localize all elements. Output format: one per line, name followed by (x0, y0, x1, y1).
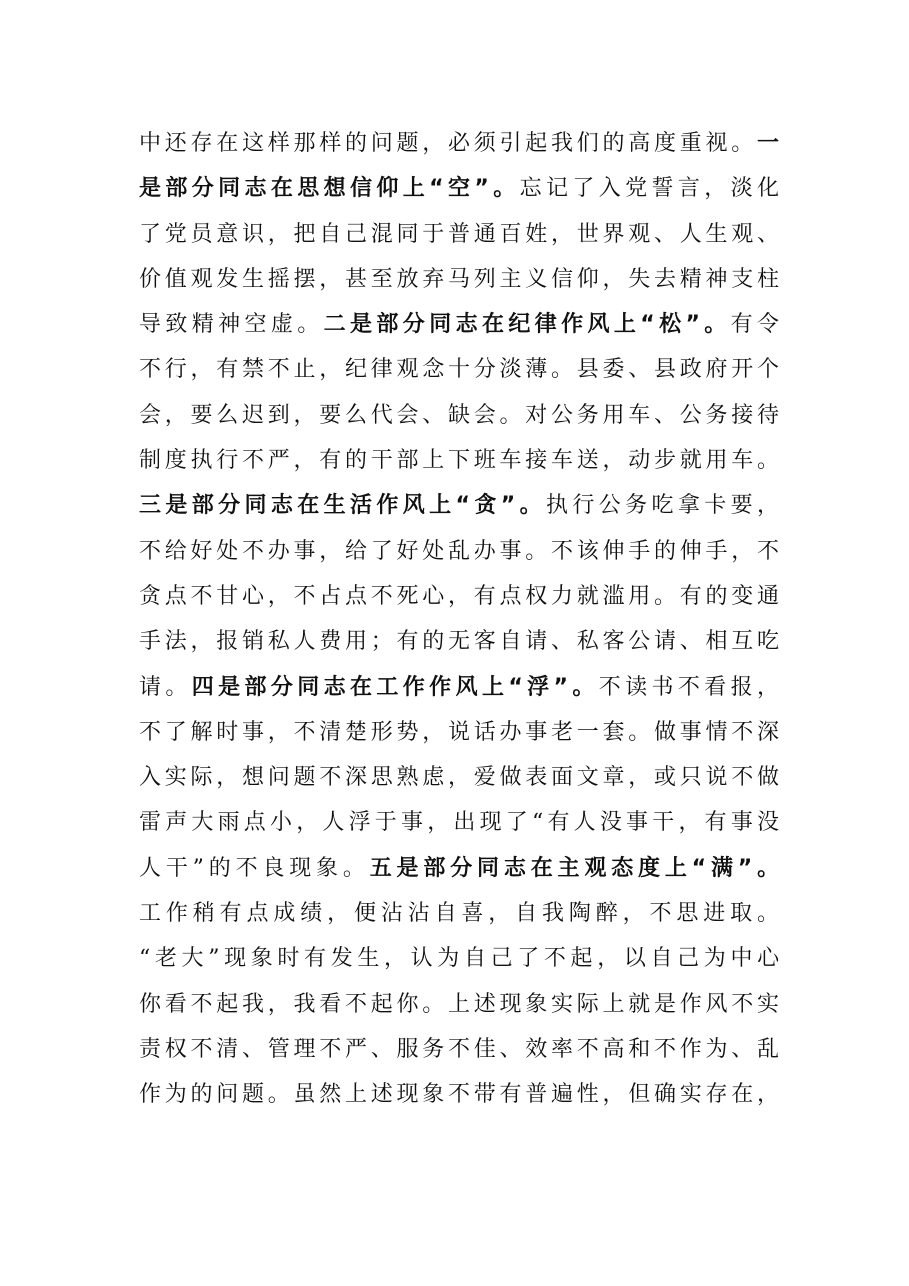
text-line (139, 529, 783, 574)
text-run: 执行公务吃拿卡要， (546, 493, 784, 519)
text-run: 有令 (730, 312, 784, 338)
text-run: 忘记了入党誓言，淡化 (519, 176, 784, 202)
text-run: 不给好处不办事，给了好处乱办事。不该伸手的伸手，不 (139, 538, 783, 564)
text-line (139, 212, 783, 257)
text-line (139, 982, 783, 1027)
bold-heading-run: 是部分同志在思想信仰上“空”。 (139, 176, 520, 202)
text-line (139, 257, 783, 302)
text-run: 入实际，想问题不深思熟虑，爱做表面文章，或只说不做 (139, 765, 783, 791)
text-line (139, 121, 783, 166)
text-line (139, 800, 784, 845)
text-line (139, 665, 784, 710)
text-run: 不读书不看报， (598, 674, 784, 700)
text-line (139, 936, 784, 981)
bold-heading-run: 五是部分同志在主观态度上“满”。 (369, 855, 784, 881)
text-run: 会，要么迟到，要么代会、缺会。对公务用车、公务接待 (139, 402, 783, 428)
text-line (139, 166, 784, 211)
text-run: 价值观发生摇摆，甚至放弃马列主义信仰，失去精神支柱 (139, 266, 783, 292)
text-run: 人干”的不良现象。 (139, 855, 370, 881)
text-line (139, 1072, 783, 1117)
text-line (139, 574, 783, 619)
text-line (139, 438, 783, 483)
text-run: 不行，有禁不止，纪律观念十分淡薄。县委、县政府开个 (139, 357, 783, 383)
bold-heading-run: 二是部分同志在纪律作风上“松”。 (323, 312, 731, 338)
text-run: 贪点不甘心，不占点不死心，有点权力就滥用。有的变通 (139, 583, 783, 609)
bold-heading-run: 三是部分同志在生活作风上“贪”。 (139, 493, 546, 519)
text-line (139, 302, 784, 347)
text-run: “老大”现象时有发生，认为自己了不起，以自己为中心 (139, 946, 784, 972)
bold-heading-run: 一 (757, 131, 783, 156)
text-run: 你看不起我，我看不起你。上述现象实际上就是作风不实 (139, 991, 783, 1017)
text-run: 作为的问题。虽然上述现象不带有普遍性，但确实存在， (139, 1082, 783, 1108)
text-run: 了党员意识，把自己混同于普通百姓，世界观、人生观、 (139, 221, 783, 247)
text-line (139, 891, 784, 936)
text-run: 不了解时事，不清楚形势，说话办事老一套。做事情不深 (139, 719, 783, 745)
text-line (139, 393, 783, 438)
text-line (139, 1027, 783, 1072)
text-line (139, 483, 784, 528)
text-line (139, 619, 783, 664)
text-run: 导致精神空虚。 (139, 312, 324, 338)
bold-heading-run: 四是部分同志在工作作风上“浮”。 (191, 674, 599, 700)
text-run: 请。 (139, 674, 192, 700)
text-run: 手法，报销私人费用；有的无客自请、私客公请、相互吃 (139, 629, 783, 655)
text-run: 雷声大雨点小，人浮于事，出现了“有人没事干，有事没 (139, 810, 784, 836)
text-run: 中还存在这样那样的问题，必须引起我们的高度重视。 (139, 131, 758, 156)
text-line (139, 347, 783, 392)
text-line (139, 846, 784, 891)
text-run: 工作稍有点成绩，便沾沾自喜，自我陶醉，不思进取。 (139, 901, 784, 927)
text-run: 制度执行不严，有的干部上下班车接车送，动步就用车。 (139, 448, 783, 474)
body-text (139, 121, 784, 1118)
text-line (139, 755, 783, 800)
text-line (139, 710, 783, 755)
text-run: 责权不清、管理不严、服务不佳、效率不高和不作为、乱 (139, 1036, 783, 1062)
